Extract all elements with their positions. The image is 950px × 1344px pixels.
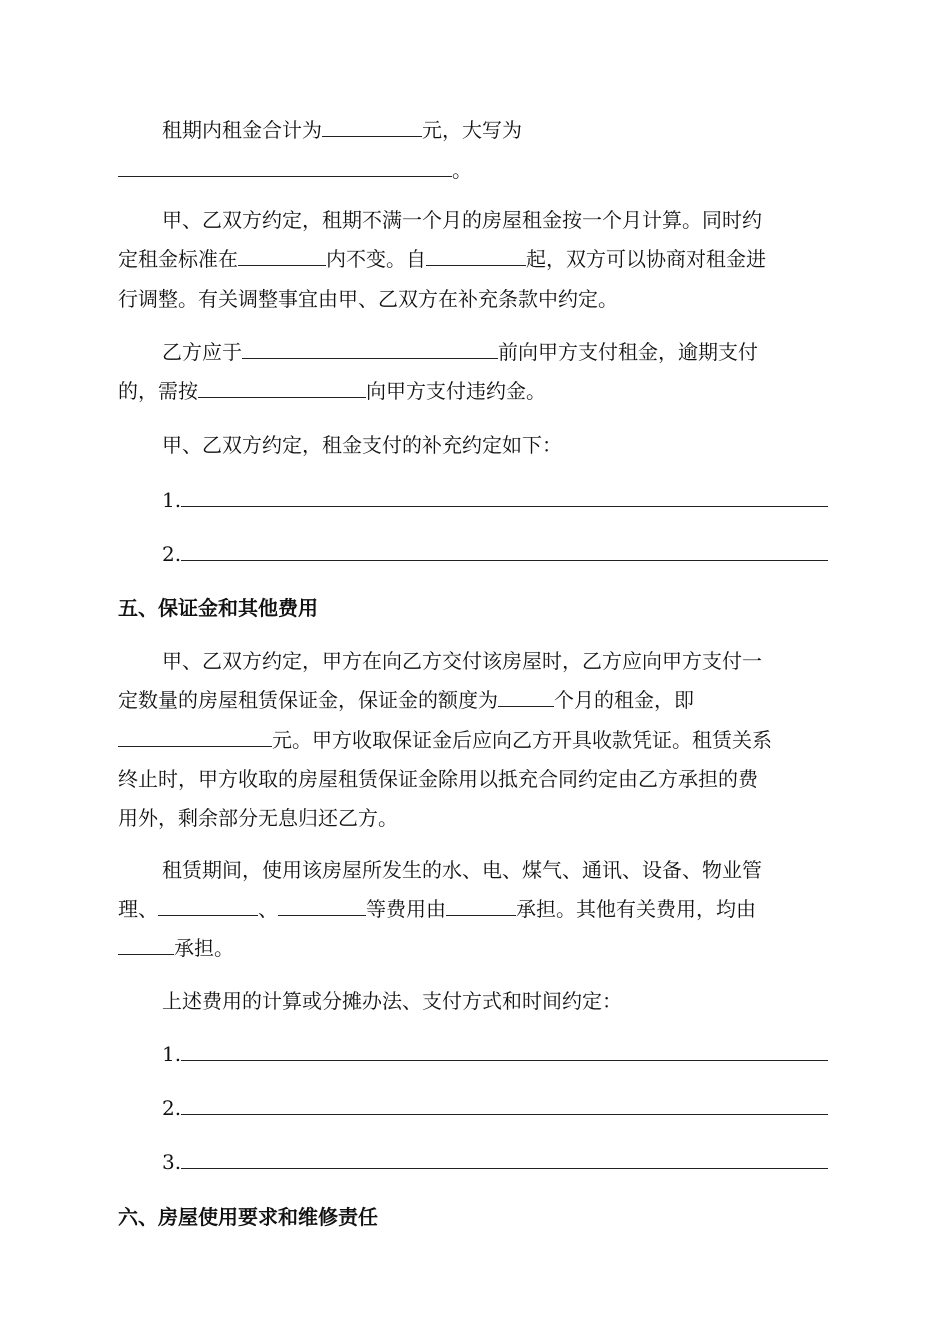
- deposit-line-5: 用外，剩余部分无息归还乙方。: [118, 806, 398, 830]
- supplement-item-1: [162, 486, 828, 514]
- supplement-intro: 甲、乙双方约定，租金支付的补充约定如下：: [162, 433, 562, 457]
- fees-line-3: [118, 934, 234, 962]
- rent-standard-text-b: 内不变。自: [326, 247, 426, 271]
- rent-adjust-date-blank: [426, 245, 526, 266]
- deposit-line-3: [118, 726, 772, 754]
- fees-item-3: [162, 1148, 828, 1176]
- fees-bearer-blank: [446, 895, 516, 916]
- fees-method-intro: 上述费用的计算或分摊办法、支付方式和时间约定：: [162, 989, 622, 1013]
- payment-line-1: [162, 338, 758, 366]
- deposit-line-1: 甲、乙双方约定，甲方在向乙方交付该房屋时，乙方应向甲方支付一: [162, 649, 762, 673]
- supplement-item-2-blank: [181, 540, 828, 561]
- rent-uppercase-line: [118, 156, 472, 184]
- fees-item-3-blank: [181, 1148, 828, 1169]
- fees-text-c: 等费用由: [366, 897, 446, 921]
- other-fees-bearer-blank: [118, 934, 174, 955]
- rent-standard-text-c: 起，双方可以协商对租金进: [526, 247, 766, 271]
- fees-text-a: 理、: [118, 897, 158, 921]
- fees-text-d: 承担。其他有关费用，均由: [516, 897, 756, 921]
- rent-standard-text-a: 定租金标准在: [118, 247, 238, 271]
- fees-line-1: 租赁期间，使用该房屋所发生的水、电、煤气、通讯、设备、物业管: [162, 858, 762, 882]
- item-number: 1.: [162, 1042, 182, 1066]
- rent-total-label: 租期内租金合计为: [162, 118, 322, 142]
- item-number: 2.: [162, 542, 182, 566]
- deposit-line-2: [118, 686, 694, 714]
- item-number: 2.: [162, 1096, 182, 1120]
- rent-standard-line-2: [118, 245, 766, 273]
- deposit-line-4: 终止时，甲方收取的房屋租赁保证金除用以抵充合同约定由乙方承担的费: [118, 767, 758, 791]
- payment-line-2: [118, 377, 546, 405]
- period-mark: 。: [452, 158, 472, 182]
- payment-text-b: 前向甲方支付租金，逾期支付: [498, 340, 758, 364]
- rent-total-line: [162, 116, 522, 144]
- deposit-amount-blank: [118, 726, 272, 747]
- item-number: 3.: [162, 1150, 182, 1174]
- payment-date-blank: [242, 338, 498, 359]
- penalty-text-a: 的，需按: [118, 379, 198, 403]
- payment-text-a: 乙方应于: [162, 340, 242, 364]
- deposit-text-c: 元。甲方收取保证金后应向乙方开具收款凭证。租赁关系: [272, 728, 772, 752]
- fees-item-2-blank: [181, 1094, 828, 1115]
- deposit-text-b: 个月的租金，即: [554, 688, 694, 712]
- deposit-months-blank: [498, 686, 554, 707]
- rent-total-blank: [322, 116, 422, 137]
- section-6-heading: 六、房屋使用要求和维修责任: [118, 1205, 378, 1229]
- fees-item-blank-2: [278, 895, 366, 916]
- section-5-heading: 五、保证金和其他费用: [118, 596, 318, 620]
- fees-item-1: [162, 1040, 828, 1068]
- rent-standard-period-blank: [238, 245, 326, 266]
- rent-standard-line-1: 甲、乙双方约定，租期不满一个月的房屋租金按一个月计算。同时约: [162, 208, 762, 232]
- fees-text-b: 、: [258, 897, 278, 921]
- fees-item-blank-1: [158, 895, 258, 916]
- fees-item-1-blank: [181, 1040, 828, 1061]
- supplement-item-1-blank: [181, 486, 828, 507]
- penalty-text-b: 向甲方支付违约金。: [366, 379, 546, 403]
- fees-line-2: [118, 895, 756, 923]
- rent-standard-line-3: 行调整。有关调整事宜由甲、乙双方在补充条款中约定。: [118, 287, 618, 311]
- fees-item-2: [162, 1094, 828, 1122]
- rent-uppercase-blank: [118, 156, 452, 177]
- deposit-text-a: 定数量的房屋租赁保证金，保证金的额度为: [118, 688, 498, 712]
- fees-text-e: 承担。: [174, 936, 234, 960]
- rent-uppercase-label: 元，大写为: [422, 118, 522, 142]
- penalty-blank: [198, 377, 366, 398]
- supplement-item-2: [162, 540, 828, 568]
- item-number: 1.: [162, 488, 182, 512]
